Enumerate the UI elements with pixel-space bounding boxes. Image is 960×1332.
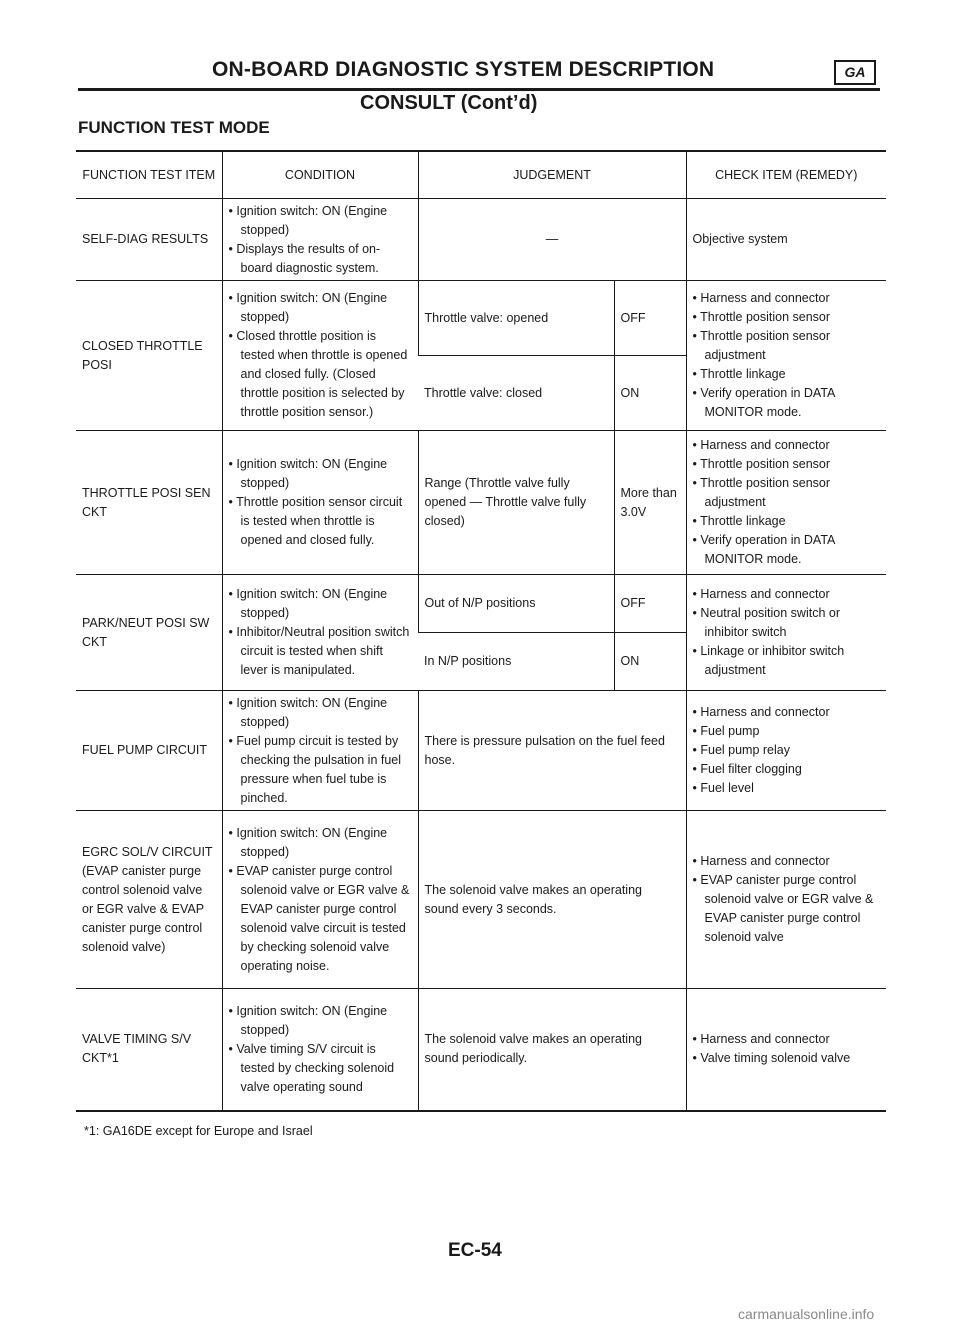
page-header-title: ON-BOARD DIAGNOSTIC SYSTEM DESCRIPTION [212, 58, 715, 81]
judgement-value: OFF [614, 281, 686, 356]
condition-line: • Ignition switch: ON (Engine stopped) [229, 289, 412, 327]
condition-cell [222, 989, 418, 1111]
table-row [76, 575, 886, 633]
judgement-state: Out of N/P positions [418, 575, 614, 633]
check-line: • Harness and connector [693, 852, 881, 871]
condition-line: • Fuel pump circuit is tested by checking the pulsation in fuel pressure when fuel tube is pinched. [229, 732, 412, 808]
check-line: • Throttle linkage [693, 512, 881, 531]
condition-cell [222, 199, 418, 281]
condition-line: • Ignition switch: ON (Engine stopped) [229, 694, 412, 732]
watermark: carmanualsonline.info [738, 1306, 875, 1322]
condition-line: • EVAP canister purge control solenoid valve or EGR valve & EVAP canister purge control solenoid valve circuit is tested by checking solenoid valve operating noise. [229, 862, 412, 976]
condition-line: • Ignition switch: ON (Engine stopped) [229, 455, 412, 493]
check-line: • Fuel pump [693, 722, 881, 741]
check-line: • Neutral position switch or inhibitor switch [693, 604, 881, 642]
check-line: • Fuel level [693, 779, 881, 798]
column-header-item: FUNCTION TEST ITEM [76, 151, 222, 199]
judgement-state: Throttle valve: closed [418, 356, 614, 431]
table-row [76, 431, 886, 575]
engine-badge: GA [834, 60, 876, 85]
judgement-cell: There is pressure pulsation on the fuel feed hose. [418, 691, 686, 811]
condition-cell [222, 431, 418, 575]
page-subtitle: CONSULT (Cont’d) [360, 92, 538, 114]
item-cell: FUEL PUMP CIRCUIT [76, 691, 222, 811]
condition-line: • Ignition switch: ON (Engine stopped) [229, 202, 412, 240]
judgement-value: More than 3.0V [614, 431, 686, 575]
page-number: EC-54 [448, 1240, 502, 1261]
check-line: • Harness and connector [693, 1030, 881, 1049]
check-cell [686, 989, 886, 1111]
judgement-state: In N/P positions [418, 633, 614, 691]
check-cell [686, 281, 886, 431]
condition-cell [222, 691, 418, 811]
check-line: • Linkage or inhibitor switch adjustment [693, 642, 881, 680]
item-cell: SELF-DIAG RESULTS [76, 199, 222, 281]
check-line: • Verify operation in DATA MONITOR mode. [693, 531, 881, 569]
judgement-cell: The solenoid valve makes an operating sound every 3 seconds. [418, 811, 686, 989]
check-cell [686, 575, 886, 691]
table-row [76, 811, 886, 989]
condition-cell [222, 575, 418, 691]
condition-line: • Displays the results of on-board diagnostic system. [229, 240, 412, 278]
check-line: • Verify operation in DATA MONITOR mode. [693, 384, 881, 422]
check-line: • Harness and connector [693, 585, 881, 604]
check-cell [686, 691, 886, 811]
item-cell: PARK/NEUT POSI SW CKT [76, 575, 222, 691]
section-title: FUNCTION TEST MODE [78, 118, 270, 137]
judgement-value: ON [614, 356, 686, 431]
judgement-value: OFF [614, 575, 686, 633]
check-line: • Throttle position sensor adjustment [693, 327, 881, 365]
check-cell: Objective system [686, 199, 886, 281]
check-line: • Throttle position sensor [693, 308, 881, 327]
check-line: • Harness and connector [693, 289, 881, 308]
check-line: • Harness and connector [693, 436, 881, 455]
column-header-judgement: JUDGEMENT [418, 151, 686, 199]
column-header-check: CHECK ITEM (REMEDY) [686, 151, 886, 199]
table-row [76, 281, 886, 356]
item-cell: CLOSED THROTTLE POSI [76, 281, 222, 431]
condition-line: • Ignition switch: ON (Engine stopped) [229, 1002, 412, 1040]
check-line: • Throttle position sensor [693, 455, 881, 474]
table-row [76, 199, 886, 281]
header-rule [78, 88, 880, 91]
check-line: • Throttle linkage [693, 365, 881, 384]
judgement-state: Throttle valve: opened [418, 281, 614, 356]
condition-line: • Ignition switch: ON (Engine stopped) [229, 824, 412, 862]
table-row [76, 691, 886, 811]
condition-cell [222, 811, 418, 989]
check-line: • Throttle position sensor adjustment [693, 474, 881, 512]
check-cell [686, 811, 886, 989]
condition-cell [222, 281, 418, 431]
check-cell [686, 431, 886, 575]
judgement-state: Range (Throttle valve fully opened — Throttle valve fully closed) [418, 431, 614, 575]
judgement-value: ON [614, 633, 686, 691]
judgement-cell: The solenoid valve makes an operating sound periodically. [418, 989, 686, 1111]
column-header-condition: CONDITION [222, 151, 418, 199]
check-line: • EVAP canister purge control solenoid valve or EGR valve & EVAP canister purge control solenoid valve [693, 871, 881, 947]
footnote: *1: GA16DE except for Europe and Israel [84, 1124, 313, 1138]
function-test-table [76, 150, 886, 1112]
check-line: • Harness and connector [693, 703, 881, 722]
item-cell: THROTTLE POSI SEN CKT [76, 431, 222, 575]
table-row [76, 989, 886, 1111]
condition-line: • Closed throttle position is tested when throttle is opened and closed fully. (Closed throttle position is selected by throttle position sensor.) [229, 327, 412, 422]
condition-line: • Inhibitor/Neutral position switch circuit is tested when shift lever is manipulated. [229, 623, 412, 680]
condition-line: • Throttle position sensor circuit is tested when throttle is opened and closed fully. [229, 493, 412, 550]
table-header-row [76, 151, 886, 199]
judgement-cell: — [418, 199, 686, 281]
item-cell: VALVE TIMING S/V CKT*1 [76, 989, 222, 1111]
check-line: • Fuel pump relay [693, 741, 881, 760]
condition-line: • Valve timing S/V circuit is tested by checking solenoid valve operating sound [229, 1040, 412, 1097]
condition-line: • Ignition switch: ON (Engine stopped) [229, 585, 412, 623]
check-line: • Valve timing solenoid valve [693, 1049, 881, 1068]
item-cell: EGRC SOL/V CIRCUIT (EVAP canister purge control solenoid valve or EGR valve & EVAP canister purge control solenoid valve) [76, 811, 222, 989]
check-line: • Fuel filter clogging [693, 760, 881, 779]
